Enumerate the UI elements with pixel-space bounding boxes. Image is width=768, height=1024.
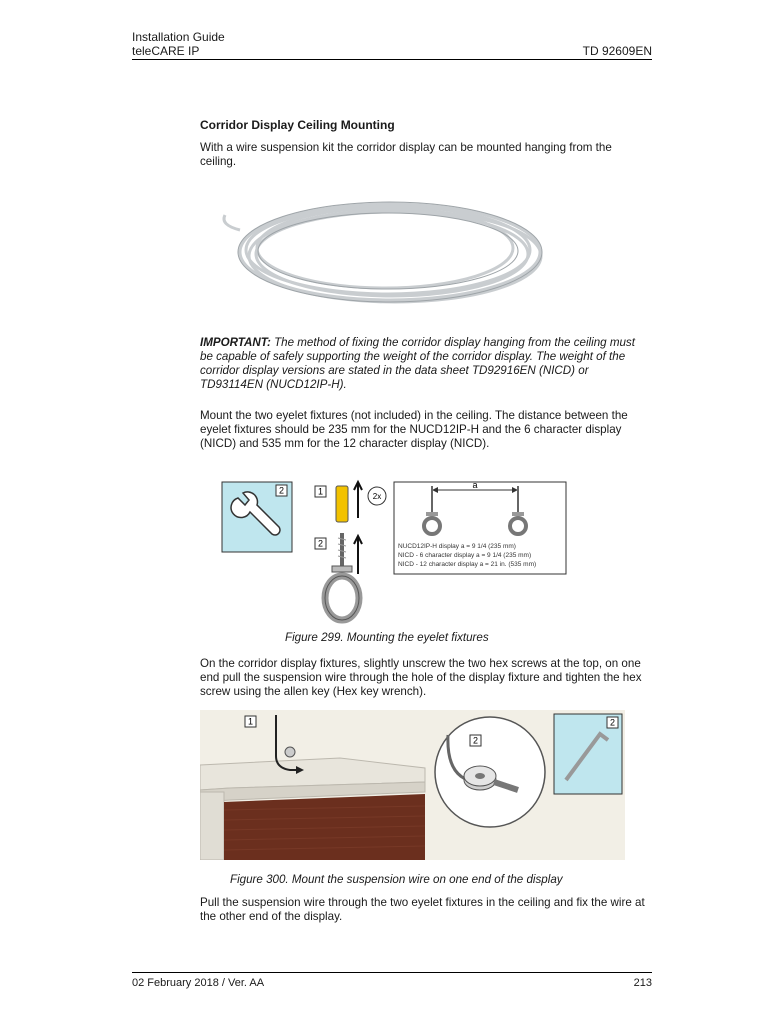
important-label: IMPORTANT:	[200, 336, 271, 349]
figure-299-eyelet-fixtures	[220, 478, 570, 628]
arrow-up-icon-2	[354, 536, 362, 574]
eyelet-screw-icon	[325, 533, 359, 620]
fig300-step-1-label: 1	[247, 716, 254, 727]
step-2-label: 2	[317, 538, 324, 549]
figure-300-suspension-wire	[200, 710, 625, 860]
intro-paragraph: With a wire suspension kit the corridor display can be mounted hanging from the ceiling.	[200, 141, 612, 168]
dimension-label: a	[472, 480, 478, 490]
section-title: Corridor Display Ceiling Mounting	[200, 118, 395, 132]
figure-300-caption: Figure 300. Mount the suspension wire on one end of the display	[230, 873, 563, 886]
header-rule	[132, 59, 652, 60]
step-1-label: 1	[317, 486, 324, 497]
allen-key-badge: 2	[609, 717, 616, 728]
header-doc-id: TD 92609EN	[582, 44, 652, 58]
important-text: The method of fixing the corridor display hanging from the ceiling must be capable of safely supporting the weight of the corridor display. The weight of the corridor display versions are stated in the data sheet TD92916EN (NICD) or TD93114EN (NUCD12IP-H).	[200, 336, 635, 391]
header-product-name: teleCARE IP	[132, 44, 200, 58]
display-frame	[200, 792, 224, 860]
dimension-note-2: NICD - 6 character display a = 9 1/4 (235 mm)	[398, 552, 532, 559]
header-left	[132, 30, 225, 58]
header-guide-title: Installation Guide	[132, 30, 225, 44]
dimension-note-3: NICD - 12 character display a = 21 in. (535 mm)	[398, 561, 537, 568]
fig300-step-2-label: 2	[472, 735, 479, 746]
footer-date: 02 February 2018 / Ver. AA	[132, 977, 265, 989]
footer-rule	[132, 972, 652, 973]
dimension-note-1: NUCD12IP-H display a = 9 1/4 (235 mm)	[398, 543, 516, 550]
pull-paragraph: Pull the suspension wire through the two eyelet fixtures in the ceiling and fix the wire at the other end of the display.	[200, 896, 645, 923]
wrench-badge: 2	[278, 485, 285, 496]
mount-paragraph: Mount the two eyelet fixtures (not included) in the ceiling. The distance between the eyelet fixtures should be 235 mm for the NUCD12IP-H and the 6 character display (NICD) and 535 mm for the 12 character display (NICD).	[200, 409, 628, 450]
screws-paragraph: On the corridor display fixtures, slightly unscrew the two hex screws at the top, on one end pull the suspension wire through the hole of the display fixture and tighten the hex screw using the allen key (Hex key wrench).	[200, 657, 642, 698]
multiplier-label: 2x	[372, 492, 382, 501]
footer-page-number: 213	[633, 977, 652, 989]
arrow-up-icon	[354, 482, 362, 518]
wall-plug-icon	[336, 486, 348, 522]
figure-299-caption: Figure 299. Mounting the eyelet fixtures	[285, 631, 489, 644]
important-note	[200, 336, 650, 392]
wire-coil-image	[220, 190, 550, 315]
